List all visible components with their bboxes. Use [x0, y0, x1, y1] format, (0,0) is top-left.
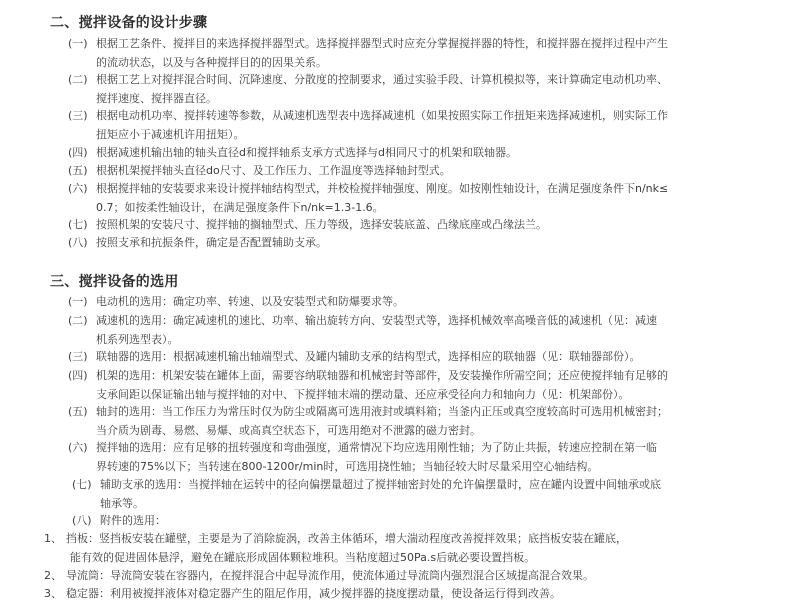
- item-text: 机系列选型表）。: [96, 333, 179, 346]
- item-text: 根据电动机功率、搅拌转速等参数，从减速机选型表中选择减速机（如果按照实际工作扭矩来选择减速机，则实际工作: [96, 109, 668, 122]
- item-label: (四): [68, 146, 88, 159]
- item-text: 根据减速机输出轴的轴头直径d和搅拌轴系支承方式选择与d相同尺寸的机架和联轴器。: [96, 146, 517, 159]
- attachment-3: [44, 584, 561, 603]
- section-3-item-4: [68, 366, 668, 404]
- item-label: (二): [68, 314, 88, 327]
- item-label: (八): [68, 236, 88, 249]
- item-text: 按照机架的安装尺寸、搅拌轴的搁轴型式、压力等级，选择安装底盖、凸缘底座或凸缘法兰。: [96, 218, 547, 231]
- attachment-label: 1、: [44, 532, 62, 545]
- item-label: (七): [68, 218, 88, 231]
- item-text: 根据工艺条件、搅拌目的来选择搅拌器型式。选择搅拌器型式时应充分掌握搅拌器的特性，和搅拌器在搅拌过程中产生: [96, 37, 668, 50]
- section-2-item-6: [68, 179, 668, 217]
- item-label: (四): [68, 369, 88, 382]
- section-3-item-8: [72, 511, 166, 530]
- section-3-item-1: [68, 292, 404, 311]
- item-text: 的流动状态，以及与各种搅拌目的的因果关系。: [96, 56, 327, 69]
- section-2-title: 二、搅拌设备的设计步骤: [50, 15, 208, 31]
- section-2-item-4: [68, 143, 517, 162]
- item-text: 根据机架搅拌轴头直径do尺寸、及工作压力、工作温度等选择轴封型式。: [96, 164, 451, 177]
- item-text: 联轴器的选用：根据减速机输出轴端型式、及罐内辅助支承的结构型式，选择相应的联轴器（见：联轴器部份）。: [96, 350, 641, 363]
- attachment-2: [44, 566, 594, 585]
- item-label: (二): [68, 73, 88, 86]
- item-label: (三): [68, 350, 88, 363]
- item-label: (六): [68, 182, 88, 195]
- item-text: 按照支承和抗振条件，确定是否配置辅助支承。: [96, 236, 327, 249]
- item-text: 减速机的选用：确定减速机的速比、功率、输出旋转方向、安装型式等，选择机械效率高噪音低的减速机（见：减速: [96, 314, 657, 327]
- section-3-item-2: [68, 311, 657, 349]
- section-3-item-6: [68, 438, 657, 476]
- section-3-title: 三、搅拌设备的选用: [50, 274, 179, 290]
- item-text: 搅拌速度、搅拌器直径。: [96, 92, 217, 105]
- item-label: (六): [68, 441, 88, 454]
- item-text: 根据工艺上对搅拌混合时间、沉降速度、分散度的控制要求，通过实验手段、计算机模拟等，来计算确定电动机功率、: [96, 73, 668, 86]
- attachment-1: [44, 529, 627, 567]
- item-text: 界转速的75%以下；当转速在800-1200r/min时，可选用挠性轴；当轴径较大时尽量采用空心轴结构。: [96, 460, 599, 473]
- attachment-text: 能有效的促进固体悬浮，避免在罐底形成固体颗粒堆积。当粘度超过50Pa.s后就必要设置挡板。: [70, 551, 536, 564]
- attachment-label: 3、: [44, 587, 62, 600]
- section-2-item-8: [68, 233, 327, 252]
- section-2-item-1: [68, 34, 668, 72]
- item-label: (五): [68, 405, 88, 418]
- item-label: (八): [72, 514, 92, 527]
- section-2-item-2: [68, 70, 668, 108]
- item-text: 搅拌轴的选用：应有足够的扭转强度和弯曲强度，通常情况下均应选用刚性轴；为了防止共振，转速应控制在第一临: [96, 441, 657, 454]
- item-text: 附件的选用：: [100, 514, 166, 527]
- section-2-item-5: [68, 161, 451, 180]
- item-text: 扭矩应小于减速机许用扭矩）。: [96, 128, 245, 141]
- item-text: 轴封的选用：当工作压力为常压时仅为防尘或隔离可选用液封或填料箱；当釜内正压或真空度较高时可选用机械密封；: [96, 405, 668, 418]
- item-text: 当介质为剧毒、易燃、易爆、或高真空状态下，可选用绝对不泄露的磁力密封。: [96, 424, 481, 437]
- section-3-item-7: [72, 475, 661, 513]
- attachment-text: 挡板：竖挡板安装在罐壁，主要是为了消除旋涡，改善主体循环，增大湍动程度改善搅拌效果；底挡板安装在罐底，: [66, 532, 627, 545]
- item-label: (一): [68, 37, 88, 50]
- item-label: (一): [68, 295, 88, 308]
- item-text: 辅助支承的选用：当搅拌轴在运转中的径向偏摆量超过了搅拌轴密封处的允许偏摆量时，应在罐内设置中间轴承或底: [100, 478, 661, 491]
- section-3-item-5: [68, 402, 668, 440]
- section-3-item-3: [68, 347, 641, 366]
- item-text: 电动机的选用：确定功率、转速、以及安装型式和防爆要求等。: [96, 295, 404, 308]
- item-label: (三): [68, 109, 88, 122]
- item-text: 轴承等。: [100, 497, 144, 510]
- attachment-text: 导流筒：导流筒安装在容器内，在搅拌混合中起导流作用，使流体通过导流筒内强烈混合区域提高混合效果。: [66, 569, 594, 582]
- attachment-text: 稳定器：利用被搅拌液体对稳定器产生的阻尼作用，减少搅拌器的挠度摆动量，使设备运行得到改善。: [66, 587, 561, 600]
- item-text: 支承间距以保证输出轴与搅拌轴的对中、下搅拌轴末端的摆动量、还应承受径向力和轴向力（见：机架部份）。: [96, 388, 630, 401]
- section-2-item-7: [68, 215, 547, 234]
- attachment-label: 2、: [44, 569, 62, 582]
- item-text: 根据搅拌轴的安装要求来设计搅拌轴结构型式，并校检搅拌轴强度、刚度。如按刚性轴设计，在满足强度条件下n/nk≤: [96, 182, 669, 195]
- section-2-item-3: [68, 106, 668, 144]
- item-label: (七): [72, 478, 92, 491]
- item-text: 机架的选用：机架安装在罐体上面，需要容纳联轴器和机械密封等部件，及安装操作所需空间；还应使搅拌轴有足够的: [96, 369, 668, 382]
- item-text: 0.7；如按柔性轴设计，在满足强度条件下n/nk=1.3-1.6。: [96, 201, 384, 214]
- item-label: (五): [68, 164, 88, 177]
